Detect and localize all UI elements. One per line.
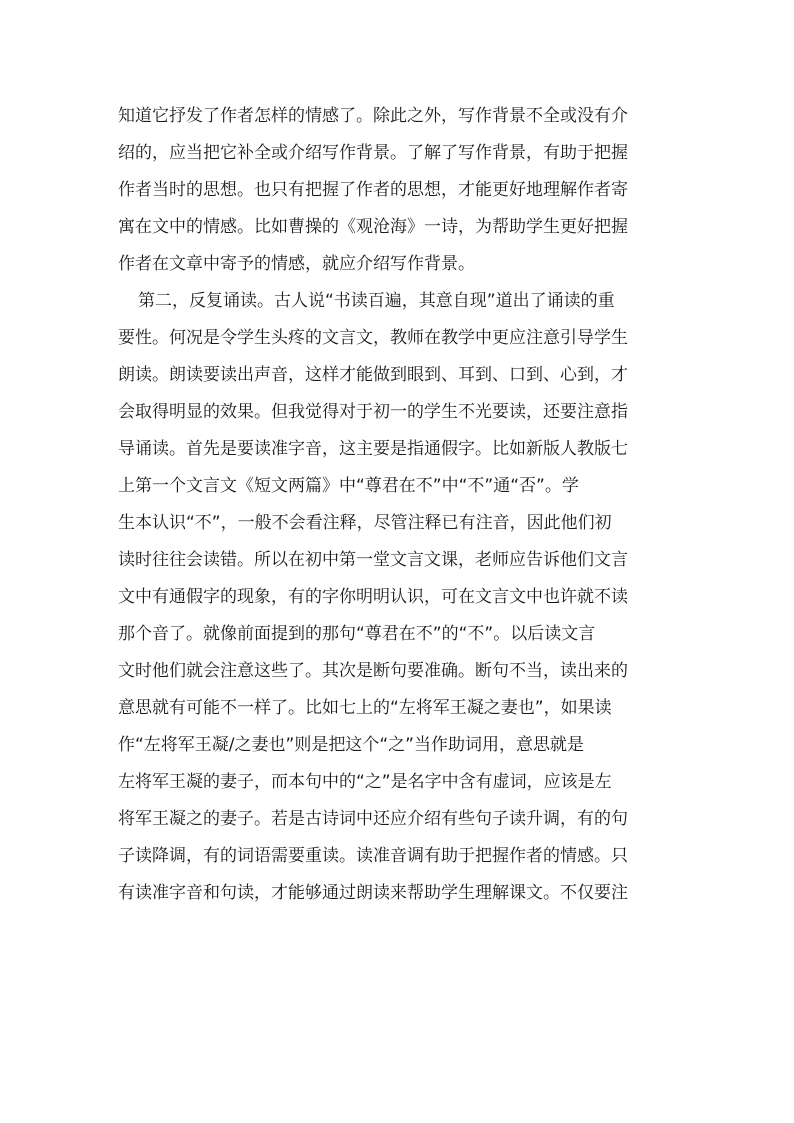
text-line: 作者在文章中寄予的情感，就应介绍写作背景。 bbox=[118, 254, 475, 274]
text-line: 左将军王凝的妻子，而本句中的“之”是名字中含有虚词，应该是左 bbox=[118, 772, 612, 792]
text-line: 生本认识“不”，一般不会看注释，尽管注释已有注音，因此他们初 bbox=[118, 513, 612, 533]
text-line: 将军王凝之的妻子。若是古诗词中还应介绍有些句子读升调，有的句 bbox=[118, 809, 628, 829]
document-body bbox=[118, 98, 682, 912]
text-line: 寓在文中的情感。比如曹操的《观沧海》一诗，为帮助学生更好把握 bbox=[118, 217, 628, 237]
text-line: 有读准字音和句读，才能够通过朗读来帮助学生理解课文。不仅要注 bbox=[118, 883, 628, 903]
text-line: 读时往往会读错。所以在初中第一堂文言文课，老师应告诉他们文言 bbox=[118, 550, 628, 570]
text-line: 导诵读。首先是要读准字音，这主要是指通假字。比如新版人教版七 bbox=[118, 439, 628, 459]
text-line: 会取得明显的效果。但我觉得对于初一的学生不光要读，还要注意指 bbox=[118, 402, 628, 422]
text-line: 要性。何况是令学生头疼的文言文，教师在教学中更应注意引导学生 bbox=[118, 328, 628, 348]
text-line: 意思就有可能不一样了。比如七上的“左将军王凝之妻也”，如果读 bbox=[118, 698, 612, 718]
text-line: 朗读。朗读要读出声音，这样才能做到眼到、耳到、口到、心到，才 bbox=[118, 365, 628, 385]
text-line: 上第一个文言文《短文两篇》中“尊君在不”中“不”通“否”。学 bbox=[118, 476, 579, 496]
paragraph-repeated-recitation bbox=[118, 283, 682, 912]
text-line: 第二，反复诵读。古人说“书读百遍，其意自现”道出了诵读的重 bbox=[138, 291, 615, 311]
text-line: 文中有通假字的现象，有的字你明明认识，可在文言文中也许就不读 bbox=[118, 587, 628, 607]
text-line: 绍的，应当把它补全或介绍写作背景。了解了写作背景，有助于把握 bbox=[118, 143, 628, 163]
text-line: 子读降调，有的词语需要重读。读准音调有助于把握作者的情感。只 bbox=[118, 846, 628, 866]
text-line: 那个音了。就像前面提到的那句“尊君在不”的“不”。以后读文言 bbox=[118, 624, 596, 644]
text-line: 文时他们就会注意这些了。其次是断句要准确。断句不当，读出来的 bbox=[118, 661, 628, 681]
text-line: 作“左将军王凝/之妻也”则是把这个“之”当作助词用，意思就是 bbox=[118, 735, 584, 755]
text-line: 知道它抒发了作者怎样的情感了。除此之外，写作背景不全或没有介 bbox=[118, 106, 628, 126]
paragraph-writing-background bbox=[118, 98, 682, 283]
text-line: 作者当时的思想。也只有把握了作者的思想，才能更好地理解作者寄 bbox=[118, 180, 628, 200]
